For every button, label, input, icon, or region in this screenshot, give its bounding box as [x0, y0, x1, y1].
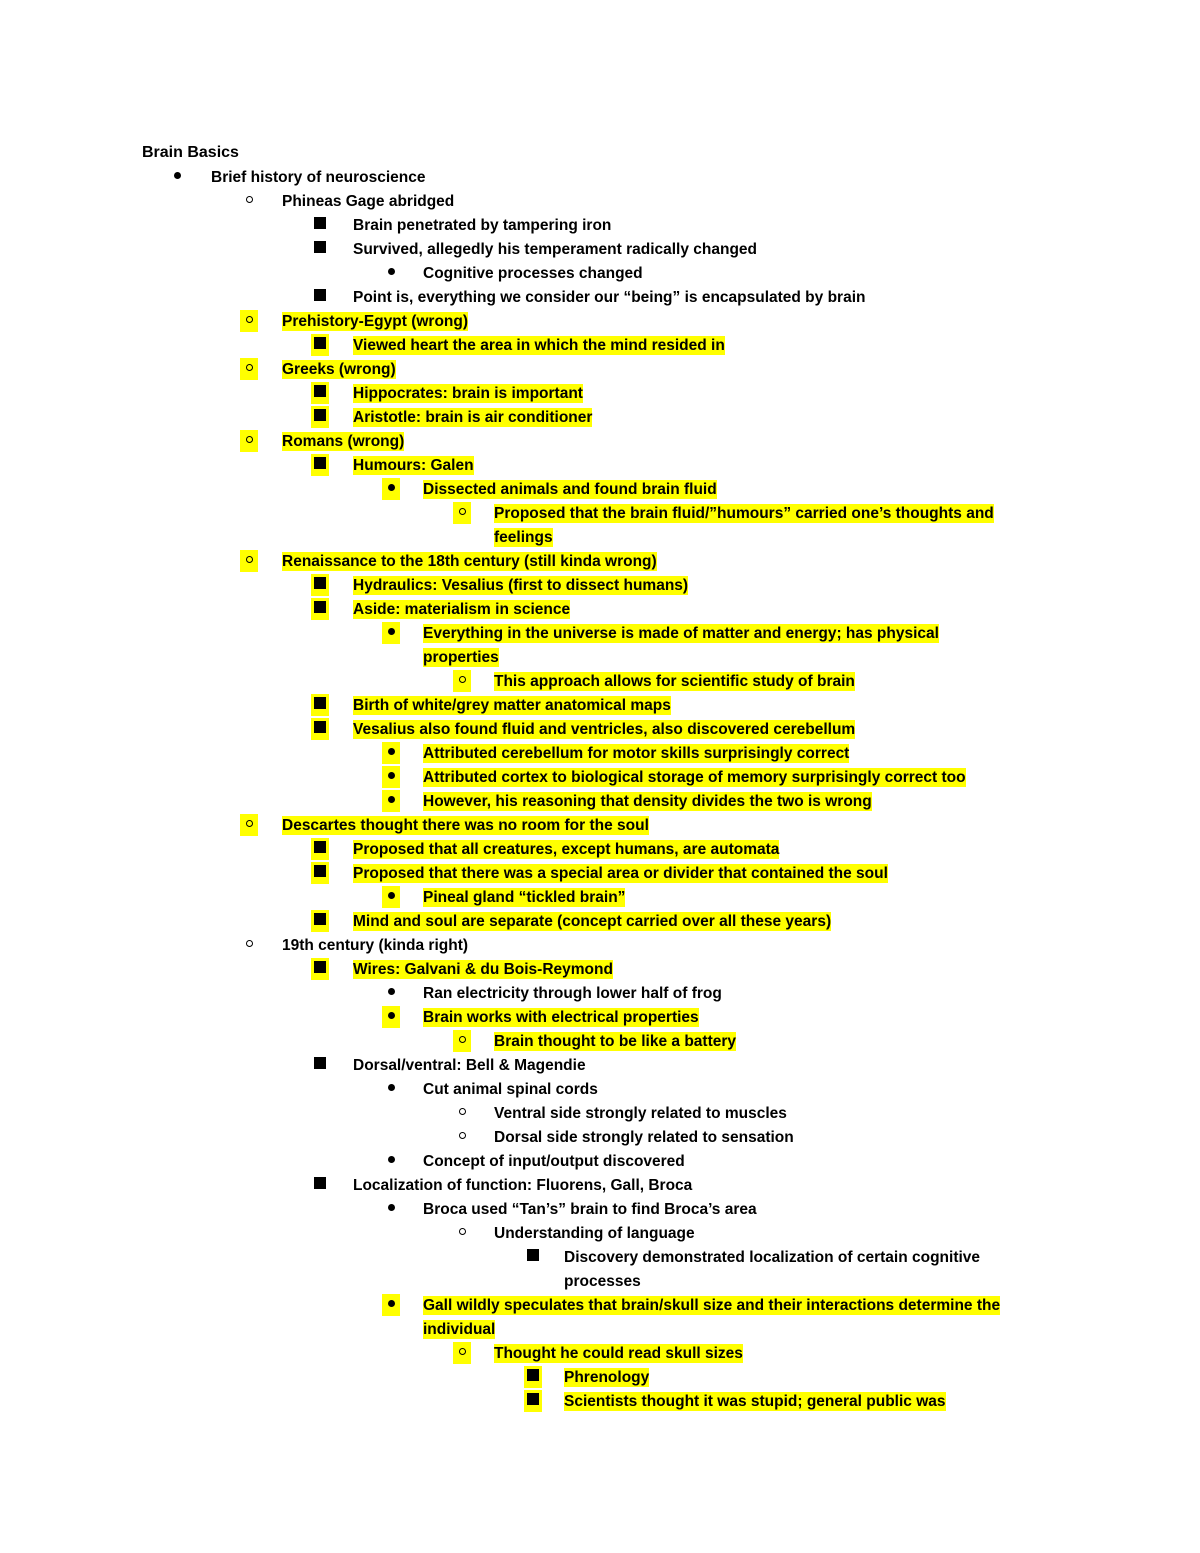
square-bullet-icon [311, 286, 329, 308]
square-bullet-icon [311, 382, 329, 404]
list-item [0, 910, 1200, 934]
list-item-text [282, 358, 396, 382]
list-item-text-run: Cut animal spinal cords [423, 1081, 598, 1098]
list-item-text [564, 1366, 649, 1390]
circle-bullet-icon [453, 1030, 471, 1052]
list-item-text [353, 406, 592, 430]
disc-bullet-icon [382, 478, 400, 500]
list-item [0, 382, 1200, 406]
list-item-text [423, 262, 643, 286]
square-bullet-icon [311, 958, 329, 980]
list-item-text-run: Mind and soul are separate (concept carried over all these years) [353, 913, 832, 930]
list-item [0, 1342, 1200, 1366]
list-item-text-run: Pineal gland “tickled brain” [423, 889, 626, 906]
list-item-text-run: Survived, allegedly his temperament radically changed [353, 241, 758, 258]
circle-bullet-icon [453, 1102, 471, 1124]
list-item-text-run: Dorsal side strongly related to sensation [494, 1129, 794, 1146]
list-item-text [423, 478, 717, 502]
list-item-text [423, 1006, 699, 1030]
list-item-text-run: Vesalius also found fluid and ventricles, also discovered cerebellum [353, 721, 856, 738]
list-item [0, 1246, 1200, 1294]
list-item-text [353, 1174, 692, 1198]
list-item [0, 1366, 1200, 1390]
list-item-text-run: Hippocrates: brain is important [353, 385, 583, 402]
list-item-text [353, 454, 474, 478]
list-item [0, 1078, 1200, 1102]
list-item-text [353, 574, 688, 598]
list-item [0, 1174, 1200, 1198]
list-item [0, 1222, 1200, 1246]
list-item-text [423, 1318, 495, 1342]
square-bullet-icon [311, 454, 329, 476]
list-item-text [282, 934, 468, 958]
list-item-text-run: 19th century (kinda right) [282, 937, 469, 954]
list-item-text [423, 1294, 1000, 1318]
list-item-text [353, 838, 779, 862]
disc-bullet-icon [382, 1294, 400, 1316]
list-item-text [423, 622, 939, 646]
square-bullet-icon [524, 1390, 542, 1412]
list-item-text-run: feelings [494, 529, 553, 546]
list-item [0, 550, 1200, 574]
list-item [0, 670, 1200, 694]
list-item [0, 838, 1200, 862]
list-item-text [494, 1222, 695, 1246]
list-item-text [564, 1246, 980, 1270]
list-item [0, 934, 1200, 958]
circle-bullet-icon [240, 190, 258, 212]
list-item [0, 718, 1200, 742]
list-item-text-run: Ran electricity through lower half of frog [423, 985, 722, 1002]
list-item [0, 166, 1200, 190]
list-item [0, 814, 1200, 838]
list-item-text [423, 1150, 685, 1174]
list-item [0, 790, 1200, 814]
list-item-text-run: Greeks (wrong) [282, 361, 396, 378]
list-item-text [423, 790, 872, 814]
list-item-text-run: Brain penetrated by tampering iron [353, 217, 612, 234]
list-item [0, 1150, 1200, 1174]
list-item-text-run: properties [423, 649, 499, 666]
list-item-text [353, 694, 671, 718]
disc-bullet-icon [382, 1150, 400, 1172]
list-item-text [494, 1342, 743, 1366]
list-item-text-run: Proposed that all creatures, except humans, are automata [353, 841, 780, 858]
square-bullet-icon [311, 334, 329, 356]
circle-bullet-icon [240, 550, 258, 572]
square-bullet-icon [311, 238, 329, 260]
list-item-text [353, 862, 888, 886]
list-item [0, 1102, 1200, 1126]
list-item-text-run: Aristotle: brain is air conditioner [353, 409, 593, 426]
circle-bullet-icon [240, 814, 258, 836]
list-item-text-run: Discovery demonstrated localization of certain cognitive [564, 1249, 981, 1266]
list-item-text [353, 1054, 586, 1078]
list-item-text-run: Cognitive processes changed [423, 265, 643, 282]
list-item-text-run: individual [423, 1321, 496, 1338]
list-item-text-run: Point is, everything we consider our “being” is encapsulated by brain [353, 289, 866, 306]
list-item-text-run: Localization of function: Fluorens, Gall, Broca [353, 1177, 693, 1194]
circle-bullet-icon [240, 310, 258, 332]
list-item-text-run: Humours: Galen [353, 457, 474, 474]
list-item-text-run: Hydraulics: Vesalius (first to dissect humans) [353, 577, 689, 594]
list-item [0, 694, 1200, 718]
list-item-text-run: Proposed that there was a special area or divider that contained the soul [353, 865, 888, 882]
list-item-text [353, 910, 831, 934]
square-bullet-icon [311, 862, 329, 884]
disc-bullet-icon [382, 790, 400, 812]
square-bullet-icon [311, 694, 329, 716]
list-item-text [282, 814, 649, 838]
list-item [0, 1126, 1200, 1150]
list-item [0, 406, 1200, 430]
list-item-text [353, 598, 570, 622]
disc-bullet-icon [382, 1006, 400, 1028]
list-item [0, 430, 1200, 454]
circle-bullet-icon [453, 1342, 471, 1364]
disc-bullet-icon [382, 982, 400, 1004]
list-item [0, 1198, 1200, 1222]
list-item-text [564, 1390, 946, 1414]
list-item-text-run: Brief history of neuroscience [211, 169, 426, 186]
list-item-text [353, 214, 611, 238]
square-bullet-icon [311, 406, 329, 428]
disc-bullet-icon [382, 622, 400, 644]
list-item-text [353, 286, 865, 310]
list-item-text-run: Attributed cerebellum for motor skills surprisingly correct [423, 745, 850, 762]
list-item [0, 1294, 1200, 1342]
list-item [0, 886, 1200, 910]
list-item-text [423, 646, 499, 670]
list-item-text [353, 718, 855, 742]
disc-bullet-icon [382, 742, 400, 764]
list-item-text-run: Brain thought to be like a battery [494, 1033, 736, 1050]
list-item [0, 1030, 1200, 1054]
disc-bullet-icon [382, 1198, 400, 1220]
circle-bullet-icon [453, 502, 471, 524]
list-item [0, 958, 1200, 982]
list-item-text-run: Phrenology [564, 1369, 650, 1386]
circle-bullet-icon [453, 670, 471, 692]
list-item [0, 574, 1200, 598]
square-bullet-icon [311, 214, 329, 236]
list-item-text [353, 958, 613, 982]
list-item-text-run: Aside: materialism in science [353, 601, 571, 618]
list-item [0, 238, 1200, 262]
list-item-text-run: Thought he could read skull sizes [494, 1345, 743, 1362]
square-bullet-icon [311, 1174, 329, 1196]
list-item-text-run: Romans (wrong) [282, 433, 405, 450]
list-item-text-run: Renaissance to the 18th century (still kinda wrong) [282, 553, 657, 570]
list-item-text [494, 526, 553, 550]
list-item-text [494, 1030, 736, 1054]
square-bullet-icon [311, 718, 329, 740]
list-item-text [494, 502, 994, 526]
disc-bullet-icon [382, 766, 400, 788]
list-item-text-run: processes [564, 1273, 641, 1290]
list-item-text-run: Birth of white/grey matter anatomical maps [353, 697, 671, 714]
page-title: Brain Basics [142, 144, 239, 161]
circle-bullet-icon [240, 430, 258, 452]
list-item-text-run: Viewed heart the area in which the mind resided in [353, 337, 725, 354]
list-item-text [423, 766, 966, 790]
list-item-text-run: Everything in the universe is made of matter and energy; has physical [423, 625, 939, 642]
list-item-text [423, 1198, 757, 1222]
list-item-text-run: Ventral side strongly related to muscles [494, 1105, 787, 1122]
disc-bullet-icon [382, 886, 400, 908]
circle-bullet-icon [453, 1126, 471, 1148]
list-item-text-run: Brain works with electrical properties [423, 1009, 699, 1026]
circle-bullet-icon [453, 1222, 471, 1244]
list-item-text-run: Proposed that the brain fluid/”humours” carried one’s thoughts and [494, 505, 994, 522]
square-bullet-icon [524, 1246, 542, 1268]
disc-bullet-icon [382, 262, 400, 284]
list-item [0, 862, 1200, 886]
list-item [0, 262, 1200, 286]
square-bullet-icon [311, 910, 329, 932]
list-item-text [423, 742, 849, 766]
list-item-text [423, 1078, 598, 1102]
list-item [0, 190, 1200, 214]
list-item-text [564, 1270, 641, 1294]
list-item-text-run: Dissected animals and found brain fluid [423, 481, 717, 498]
circle-bullet-icon [240, 358, 258, 380]
list-item-text [494, 670, 855, 694]
list-item-text [423, 886, 625, 910]
list-item-text-run: Dorsal/ventral: Bell & Magendie [353, 1057, 586, 1074]
list-item-text-run: Wires: Galvani & du Bois-Reymond [353, 961, 613, 978]
list-item [0, 766, 1200, 790]
list-item [0, 214, 1200, 238]
list-item-text [282, 190, 454, 214]
list-item-text-run: Attributed cortex to biological storage of memory surprisingly correct too [423, 769, 966, 786]
list-item [0, 502, 1200, 550]
list-item [0, 742, 1200, 766]
list-item-text [211, 166, 425, 190]
list-item [0, 478, 1200, 502]
list-item-text [353, 382, 583, 406]
list-item [0, 598, 1200, 622]
list-item [0, 334, 1200, 358]
square-bullet-icon [311, 838, 329, 860]
list-item [0, 1390, 1200, 1414]
list-item-text [353, 334, 725, 358]
list-item [0, 310, 1200, 334]
list-item-text [353, 238, 757, 262]
list-item-text-run: Gall wildly speculates that brain/skull size and their interactions determine the [423, 1297, 1001, 1314]
list-item-text [282, 310, 468, 334]
list-item-text-run: Phineas Gage abridged [282, 193, 455, 210]
list-item-text-run: Concept of input/output discovered [423, 1153, 685, 1170]
list-item [0, 454, 1200, 478]
list-item [0, 358, 1200, 382]
square-bullet-icon [311, 574, 329, 596]
circle-bullet-icon [240, 934, 258, 956]
list-item [0, 622, 1200, 670]
list-item-text-run: This approach allows for scientific study of brain [494, 673, 855, 690]
list-item-text [282, 550, 657, 574]
square-bullet-icon [311, 598, 329, 620]
list-item-text-run: Understanding of language [494, 1225, 695, 1242]
list-item-text-run: Scientists thought it was stupid; general public was [564, 1393, 946, 1410]
list-item-text [423, 982, 722, 1006]
list-item-text-run: Broca used “Tan’s” brain to find Broca’s area [423, 1201, 757, 1218]
disc-bullet-icon [168, 166, 186, 188]
list-item [0, 286, 1200, 310]
list-item-text-run: Prehistory-Egypt (wrong) [282, 313, 469, 330]
list-item-text [282, 430, 404, 454]
square-bullet-icon [311, 1054, 329, 1076]
disc-bullet-icon [382, 1078, 400, 1100]
square-bullet-icon [524, 1366, 542, 1388]
list-item [0, 982, 1200, 1006]
list-item-text [494, 1102, 787, 1126]
list-item [0, 1054, 1200, 1078]
list-item-text [494, 1126, 794, 1150]
list-item [0, 1006, 1200, 1030]
list-item-text-run: However, his reasoning that density divides the two is wrong [423, 793, 872, 810]
list-item-text-run: Descartes thought there was no room for the soul [282, 817, 649, 834]
